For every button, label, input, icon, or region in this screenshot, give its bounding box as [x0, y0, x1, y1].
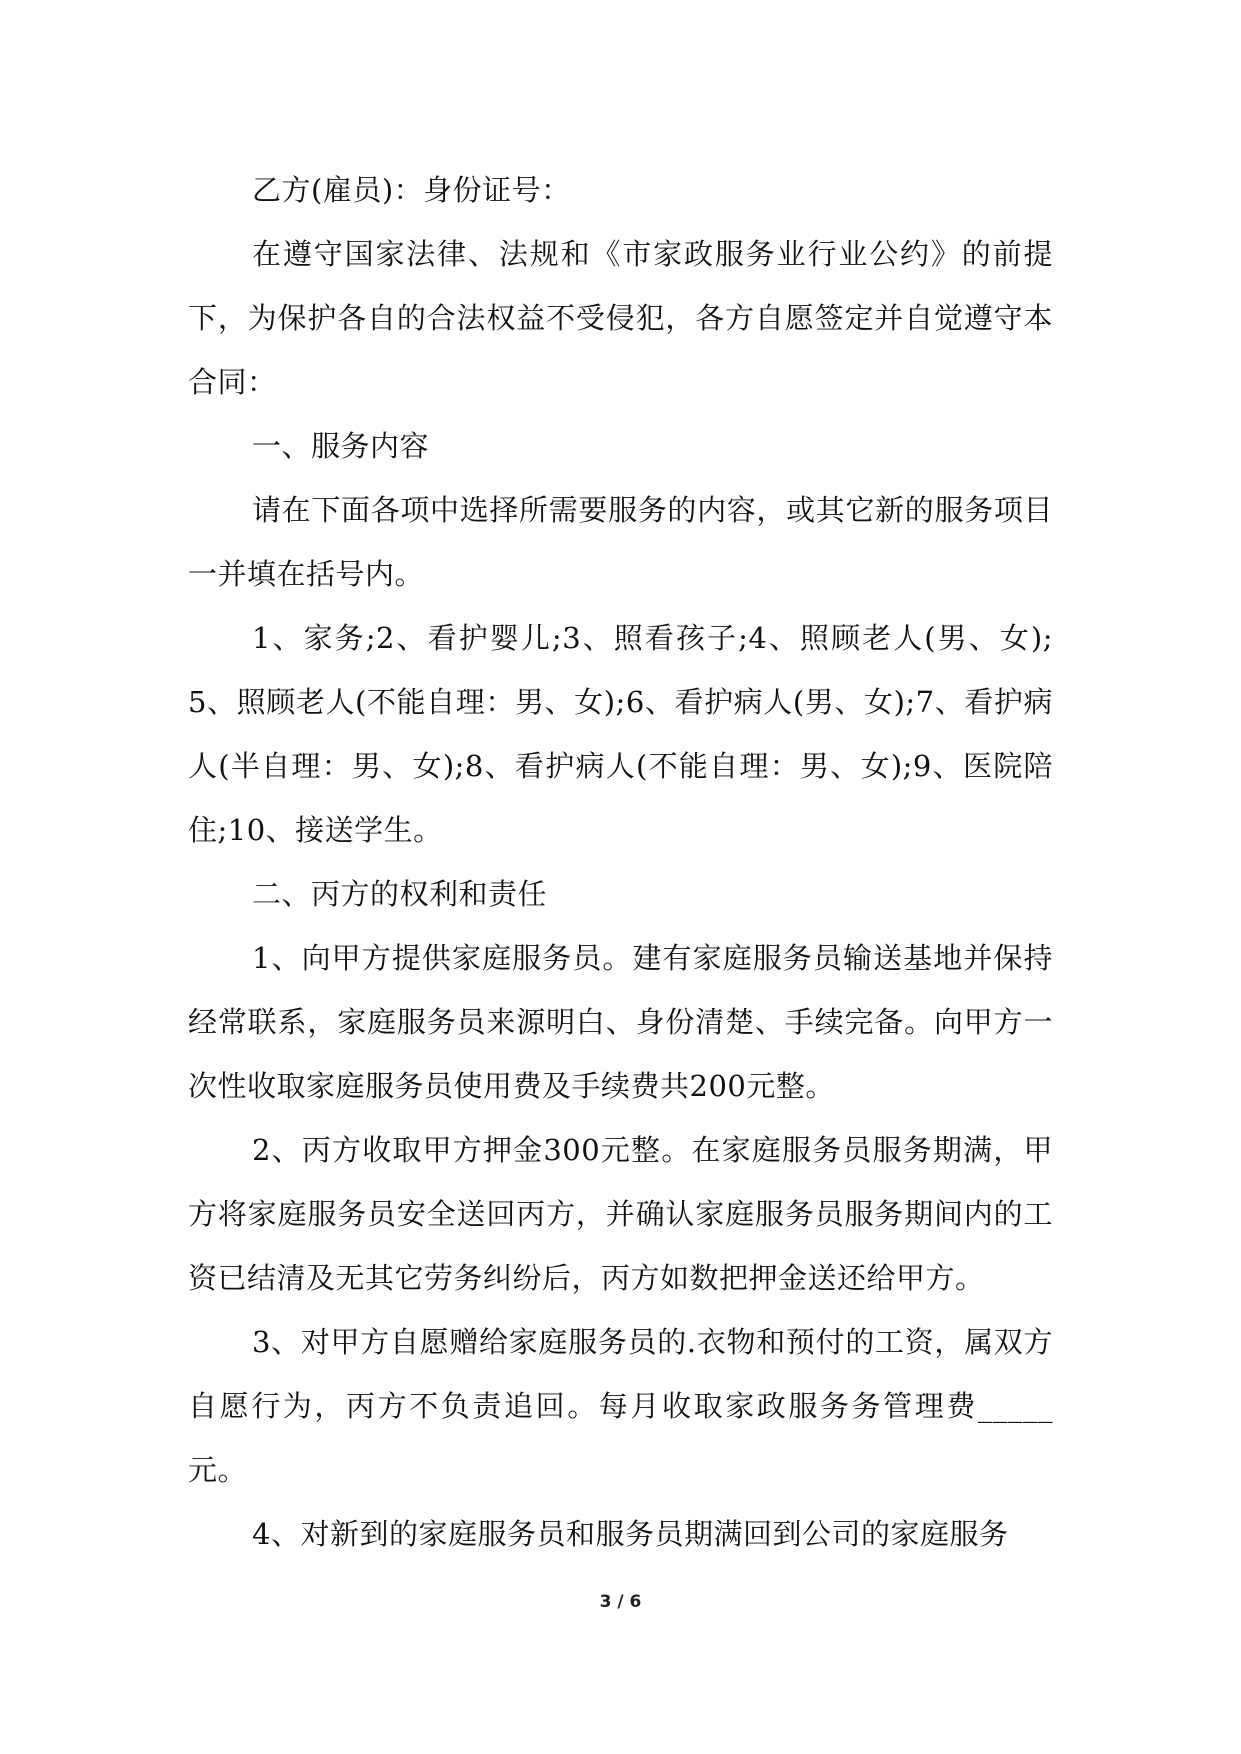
page-number: 3 / 6 [599, 1592, 642, 1612]
clause-3-paragraph: 3、对甲方自愿赠给家庭服务员的.衣物和预付的工资，属双方自愿行为，丙方不负责追回。每月收取家政服务务管理费_____元。 [188, 1325, 1053, 1487]
document-body [188, 158, 1053, 1566]
party-b-line: 乙方(雇员)：身份证号： [252, 173, 571, 207]
clause-1-paragraph: 1、向甲方提供家庭服务员。建有家庭服务员输送基地并保持经常联系，家庭服务员来源明白、身份清楚、手续完备。向甲方一次性收取家庭服务员使用费及手续费共200元整。 [188, 941, 1053, 1103]
preamble-paragraph: 在遵守国家法律、法规和《市家政服务业行业公约》的前提下，为保护各自的合法权益不受侵犯，各方自愿签定并自觉遵守本合同： [188, 237, 1053, 399]
section-heading-service-content: 一、服务内容 [252, 429, 430, 463]
clause-4-paragraph: 4、对新到的家庭服务员和服务员期满回到公司的家庭服务 [252, 1517, 1009, 1551]
section-heading-party-c-rights: 二、丙方的权利和责任 [252, 877, 548, 911]
service-items-paragraph: 1、家务;2、看护婴儿;3、照看孩子;4、照顾老人(男、女);5、照顾老人(不能自理：男、女);6、看护病人(男、女);7、看护病人(半自理：男、女);8、看护病人(不能自理：男、女);9、医院陪住;10、接送学生。 [188, 621, 1053, 847]
clause-2-paragraph: 2、丙方收取甲方押金300元整。在家庭服务员服务期满，甲方将家庭服务员安全送回丙方，并确认家庭服务员服务期间内的工资已结清及无其它劳务纠纷后，丙方如数把押金送还给甲方。 [188, 1133, 1053, 1295]
service-instruction-paragraph: 请在下面各项中选择所需要服务的内容，或其它新的服务项目一并填在括号内。 [188, 493, 1053, 591]
